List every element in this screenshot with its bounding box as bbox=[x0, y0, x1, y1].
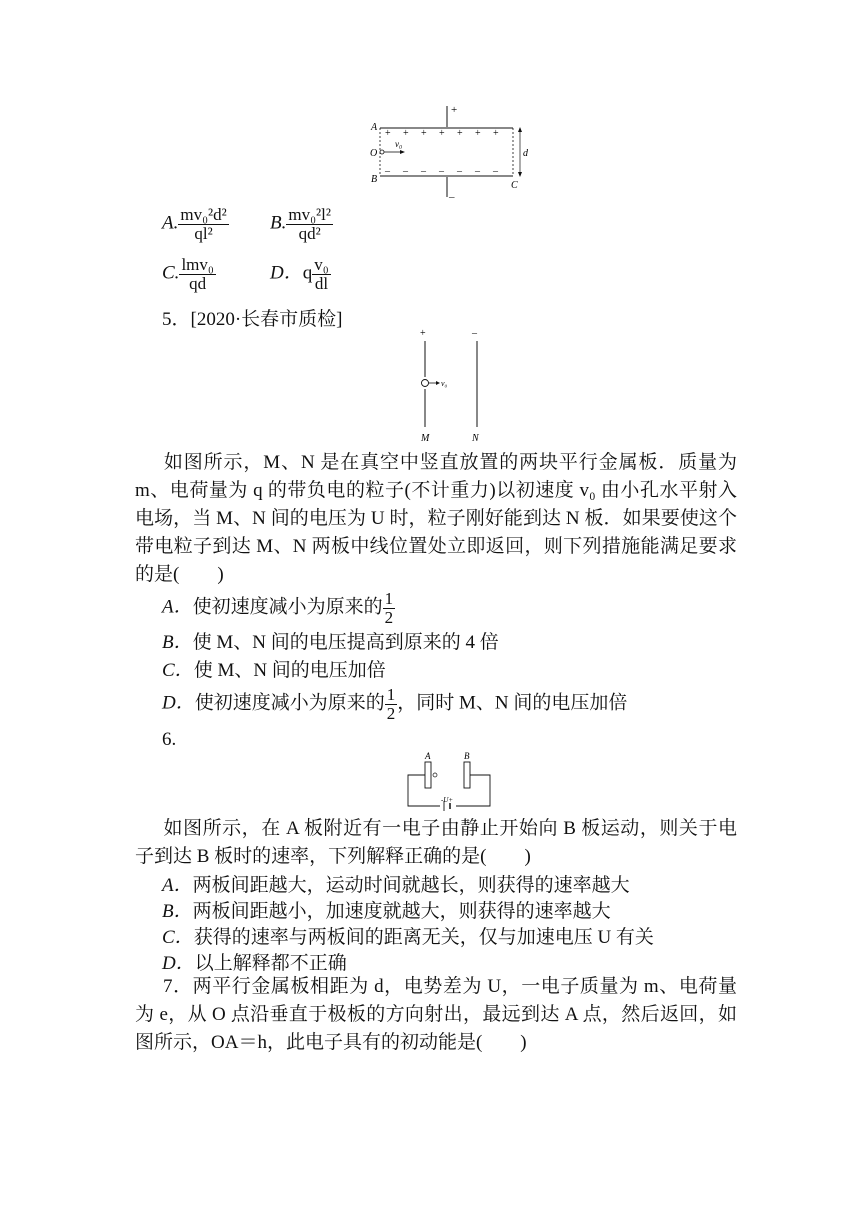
q6-option-c: C．获得的速率与两板间的距离无关，仅与加速电压 U 有关 bbox=[162, 927, 654, 948]
svg-text:+: + bbox=[493, 128, 499, 139]
q4-option-c-numerator: lmv₀ bbox=[181, 255, 214, 274]
q4-label-b: B bbox=[371, 174, 378, 185]
q5-option-a: A．使初速度减小为原来的 $\frac{1}{2}$ bbox=[162, 589, 394, 627]
svg-text:+: + bbox=[457, 128, 463, 139]
q6-label-u: -U+ bbox=[441, 796, 454, 804]
svg-text:+: + bbox=[421, 128, 427, 139]
svg-text:+: + bbox=[475, 128, 481, 139]
q5-stem: 如图所示，M、N 是在真空中竖直放置的两块平行金属板．质量为 m、电荷量为 q 的带负电的粒子(不计重力)以初速度 v₀ 由小孔水平射入电场，当 M、N 间的电压为 U 时，粒子刚好能到达 N 板．如果要使这个带电粒子到达 M、N 两板中线位置处立即返回，则下列措施能满足要求的是( ) bbox=[135, 452, 737, 585]
q6-option-b: B．两板间距越小，加速度就越大，则获得的速率越大 bbox=[162, 901, 611, 922]
q4-option-b: B. $\frac{\text{mv₀²l²}}{\text{qd²}}$ bbox=[270, 205, 331, 243]
q5-option-b: B．使 M、N 间的电压提高到原来的 4 倍 bbox=[162, 632, 499, 653]
q7-stem: 7．两平行金属板相距为 d，电势差为 U，一电子质量为 m、电荷量为 e，从 O 点沿垂直于极板的方向射出，最远到达 A 点，然后返回，如图所示，OA＝h，此电子具有的初动能是( ) bbox=[135, 976, 737, 1053]
svg-text:+: + bbox=[439, 128, 445, 139]
q5-label-n: N bbox=[472, 433, 479, 444]
q6-number: 6. bbox=[162, 729, 177, 750]
q6-option-a: A．两板间距越大，运动时间就越长，则获得的速率越大 bbox=[162, 875, 630, 896]
q4-label-o: O bbox=[370, 148, 378, 159]
q4-option-c-denominator: qd bbox=[189, 273, 207, 293]
q4-bottom-plate-signs bbox=[384, 166, 499, 177]
svg-text:–: – bbox=[385, 166, 390, 177]
q4-option-a-numerator: mv₀²d² bbox=[180, 205, 227, 224]
svg-text:–: – bbox=[439, 166, 444, 177]
q5-number: 5．[2020·长春市质检] bbox=[162, 309, 343, 330]
q4-label-c: C bbox=[511, 180, 518, 191]
q4-bottom-minus: – bbox=[449, 191, 455, 203]
q4-option-b-denominator: qd² bbox=[298, 223, 321, 243]
q4-label-d: d bbox=[523, 148, 528, 159]
q6-option-d: D．以上解释都不正确 bbox=[162, 953, 347, 974]
q4-option-a: A. $\frac{\text{mv₀²d²}}{\text{ql²}}$ bbox=[162, 205, 227, 243]
q5-minus: – bbox=[472, 328, 477, 339]
svg-text:–: – bbox=[493, 166, 498, 177]
q4-top-plus: + bbox=[451, 104, 458, 116]
q6-label-a: A bbox=[425, 751, 431, 761]
q5-option-c: C．使 M、N 间的电压加倍 bbox=[162, 660, 386, 681]
q5-option-d: D．使初速度减小为原来的 $\frac{1}{2}$ ，同时 M、N 间的电压加倍 bbox=[162, 685, 628, 723]
q4-capacitor-figure bbox=[365, 100, 535, 205]
q4-label-v0: v₀ bbox=[395, 139, 403, 149]
svg-text:–: – bbox=[421, 166, 426, 177]
svg-text:+: + bbox=[385, 128, 391, 139]
q4-option-c: C. $\frac{\text{lmv₀}}{qd}$ bbox=[162, 255, 214, 293]
q4-option-d-numerator: v₀ bbox=[314, 255, 329, 274]
q6-label-b: B bbox=[464, 751, 470, 761]
q4-option-a-denominator: ql² bbox=[194, 223, 213, 243]
q5-label-m: M bbox=[421, 433, 430, 444]
svg-text:–: – bbox=[475, 166, 480, 177]
q4-top-plate-signs bbox=[385, 128, 499, 139]
q4-option-b-numerator: mv₀²l² bbox=[288, 205, 331, 224]
q5-plates-figure bbox=[410, 325, 500, 447]
q4-label-a: A bbox=[371, 122, 378, 133]
q5-label-v0: v₀ bbox=[441, 379, 448, 388]
q6-stem: 如图所示，在 A 板附近有一电子由静止开始向 B 板运动，则关于电子到达 B 板时的速率，下列解释正确的是( ) bbox=[135, 818, 737, 867]
q4-option-d-denominator: dl bbox=[314, 273, 329, 293]
q6-circuit-figure bbox=[404, 750, 494, 812]
svg-text:–: – bbox=[403, 166, 408, 177]
q4-option-d: D．q $\frac{\text{v₀}}{dl}$ bbox=[270, 255, 329, 293]
svg-text:–: – bbox=[457, 166, 462, 177]
svg-text:+: + bbox=[403, 128, 409, 139]
q5-plus: + bbox=[420, 328, 426, 339]
